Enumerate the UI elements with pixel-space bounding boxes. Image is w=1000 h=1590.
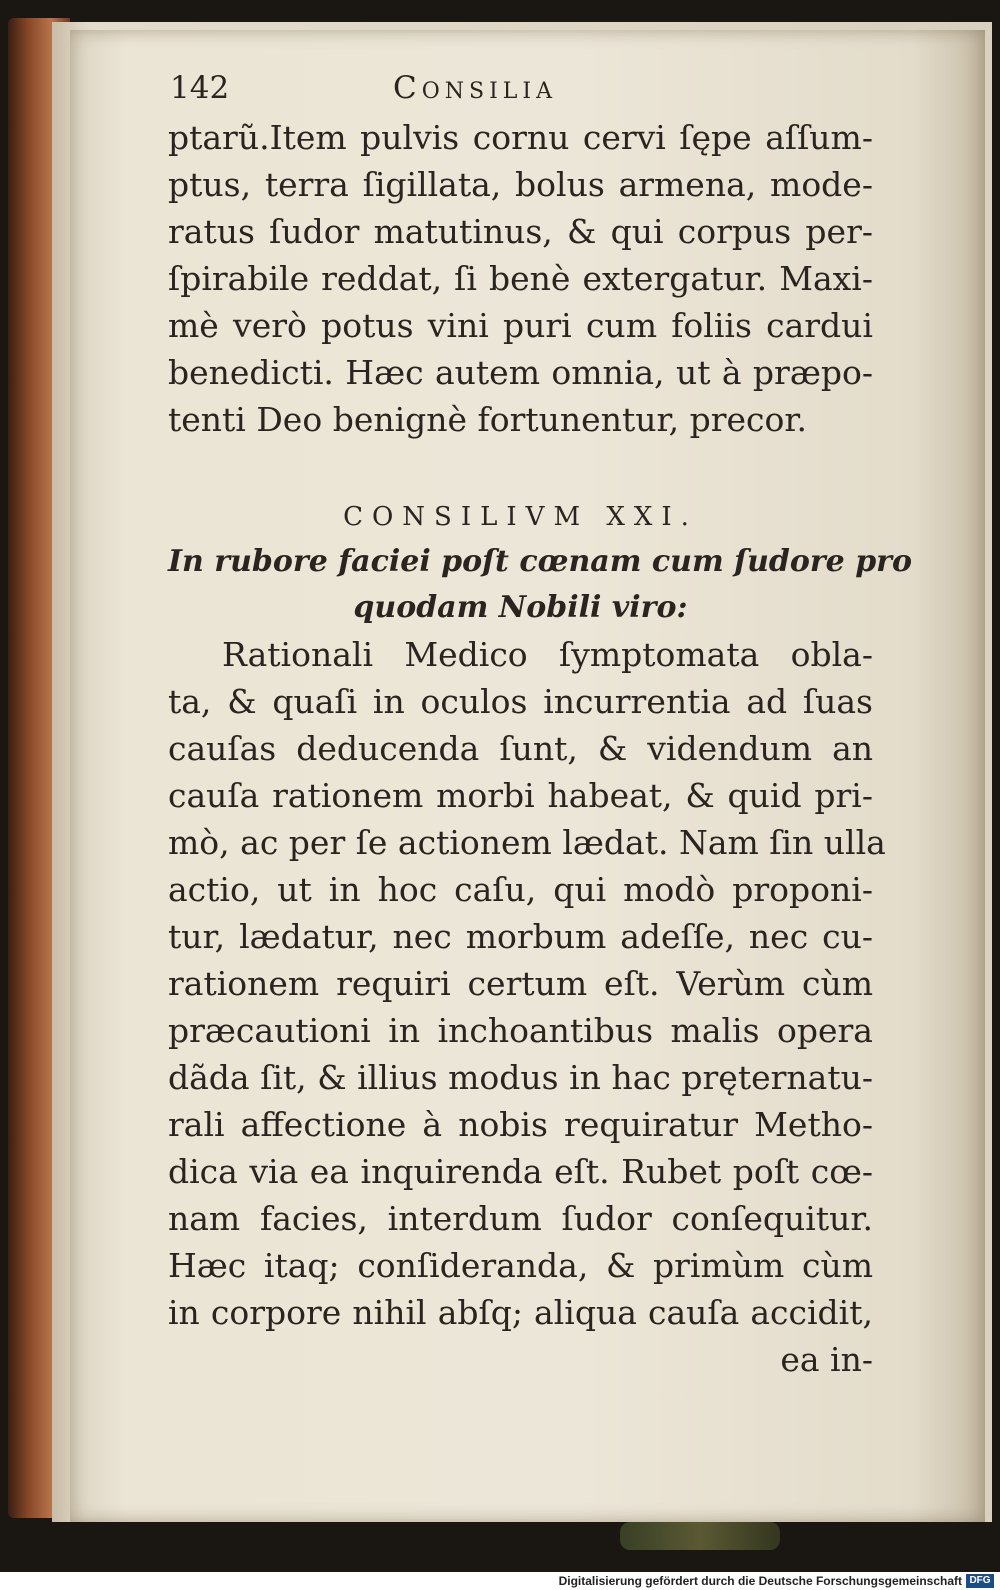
text-line: cauſas deducenda ſunt, & videndum an (168, 729, 873, 768)
text-line: ta, & quaſi in oculos incurrentia ad ſuas (168, 682, 873, 721)
running-title: Consilia (393, 70, 557, 106)
catchword: ea in- (780, 1340, 873, 1379)
dfg-logo-icon: DFG (966, 1574, 994, 1588)
footer-credit: Digitalisierung gefördert durch die Deutsche Forschungsgemeinschaft (558, 1574, 962, 1588)
body-main (168, 631, 886, 1336)
body-top (168, 114, 873, 443)
text-line: in corpore nihil abſq; aliqua cauſa accidit, (168, 1293, 873, 1332)
text-line: Rationali Medico ſymptomata obla- (222, 635, 873, 674)
text-line: dãda ſit, & illius modus in hac pręternatu- (168, 1058, 873, 1097)
text-line: ptus, terra ſigillata, bolus armena, mode- (168, 165, 873, 204)
text-line: ratus ſudor matutinus, & qui corpus per- (168, 212, 873, 251)
section-heading: CONSILIVM XXI. (343, 502, 698, 532)
bookmark-ribbon (620, 1522, 780, 1550)
page-number: 142 (170, 70, 230, 106)
text-block (168, 62, 912, 1383)
text-line: rationem requiri certum eſt. Verùm cùm (168, 964, 873, 1003)
running-head (168, 62, 873, 114)
text-line: dica via ea inquirenda eſt. Rubet poſt cœ- (168, 1152, 873, 1191)
text-line: cauſa rationem morbi habeat, & quid pri- (168, 776, 873, 815)
text-line: actio, ut in hoc caſu, qui modò proponi- (168, 870, 873, 909)
text-line: præcautioni in inchoantibus malis opera (168, 1011, 873, 1050)
section-gap (168, 443, 873, 495)
text-line: mè verò potus vini puri cum foliis cardui (168, 306, 873, 345)
section-subtitle-line: In rubore faciei poſt cœnam cum ſudore pro (168, 544, 912, 579)
text-line: tenti Deo benignè fortunentur, precor. (168, 400, 808, 439)
section-subtitle-line: quodam Nobili viro: (353, 590, 688, 625)
text-line: benedicti. Hæc autem omnia, ut à præpo- (168, 353, 873, 392)
text-line: nam facies, interdum ſudor conſequitur. (168, 1199, 873, 1238)
text-line: ptarũ.Item pulvis cornu cervi ſępe aſſum- (168, 118, 873, 157)
text-line: mò, ac per ſe actionem lædat. Nam ſin ulla (168, 823, 886, 862)
text-line: tur, lædatur, nec morbum adeſſe, nec cu- (168, 917, 873, 956)
text-line: Hæc itaq; conſideranda, & primùm cùm (168, 1246, 873, 1285)
text-line: rali affectione à nobis requiratur Metho- (168, 1105, 873, 1144)
text-line: ſpirabile reddat, ſi benè extergatur. Maxi- (168, 259, 873, 298)
